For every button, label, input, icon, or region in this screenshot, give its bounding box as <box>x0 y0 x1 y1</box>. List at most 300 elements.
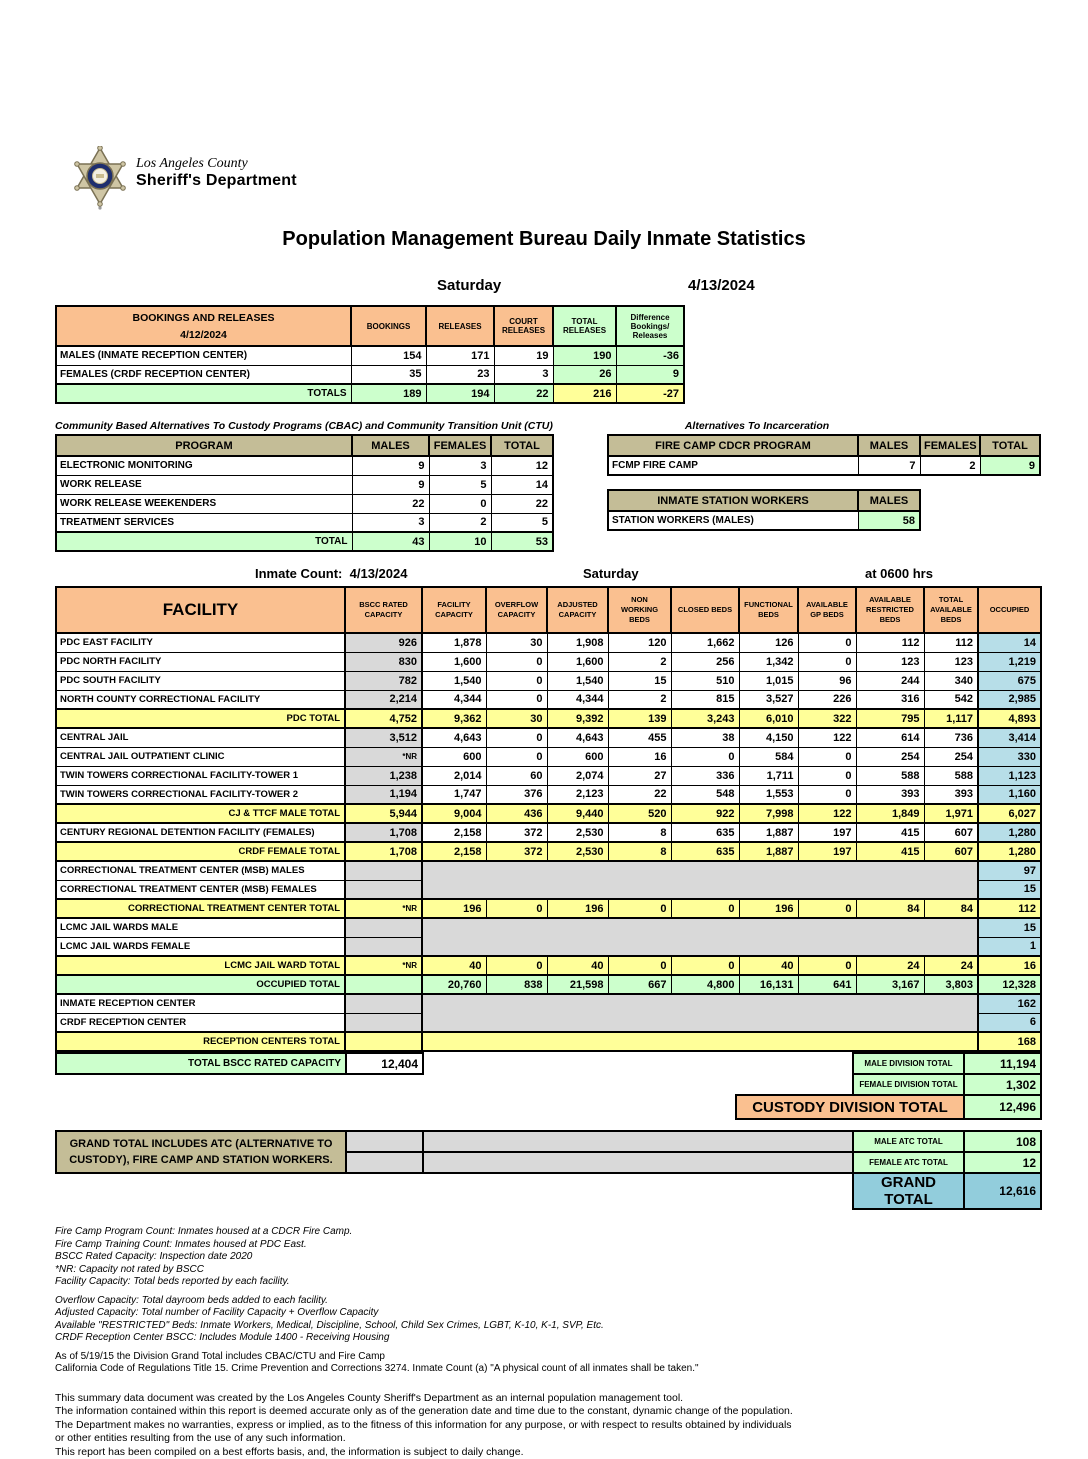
facility-label: CORRECTIONAL TREATMENT CENTER (MSB) FEMALES <box>56 880 345 899</box>
footnote-group <box>55 1351 1088 1376</box>
column-header: MALES <box>858 490 920 511</box>
text-line: This summary data document was created by the Los Angeles County Sheriff's Department as an internal population management tool. <box>55 1392 1088 1406</box>
column-header: CLOSED BEDS <box>671 587 739 633</box>
value-cell: 6,010 <box>739 709 798 728</box>
value-cell: 635 <box>671 823 739 842</box>
inmate-count-label: Inmate Count: 4/13/2024 <box>255 566 407 581</box>
column-header: AVAILABLE GP BEDS <box>798 587 856 633</box>
value-cell: 1,540 <box>422 671 486 690</box>
value-cell: 7,998 <box>739 804 798 823</box>
value-cell: 5 <box>491 513 553 532</box>
report-daydate <box>0 277 1088 299</box>
value-cell: 4,800 <box>671 975 739 994</box>
merged-empty-cell <box>422 937 978 956</box>
value-cell: 1,600 <box>422 652 486 671</box>
value-cell: 194 <box>426 384 494 403</box>
column-header: BOOKINGS <box>351 306 426 346</box>
value-cell: 189 <box>351 384 426 403</box>
table-header-row <box>56 435 553 456</box>
value-cell: 254 <box>856 747 924 766</box>
agency-logo-block <box>72 0 1088 212</box>
table-row <box>56 1032 1041 1051</box>
value-cell: 19 <box>494 346 553 365</box>
value-cell: 14 <box>978 633 1041 652</box>
value-cell: 197 <box>798 842 856 861</box>
table-row <box>56 384 684 403</box>
value-cell: 736 <box>924 728 978 747</box>
total-label: CORRECTIONAL TREATMENT CENTER TOTAL <box>56 899 345 918</box>
value-cell: 2,123 <box>547 785 608 804</box>
value-cell: 190 <box>553 346 616 365</box>
bookings-title-cell <box>56 306 351 346</box>
value-cell: 635 <box>671 842 739 861</box>
table-row <box>56 1074 1041 1095</box>
value-cell: 84 <box>924 899 978 918</box>
inmate-count-day: Saturday <box>583 566 639 581</box>
empty-cell <box>423 1152 853 1173</box>
sheriff-star-icon <box>72 146 128 212</box>
value-cell: 0 <box>671 899 739 918</box>
table-row <box>56 633 1041 652</box>
spacer <box>423 1173 853 1209</box>
column-header: FEMALES <box>429 435 491 456</box>
table-row <box>56 1013 1041 1032</box>
empty-cell <box>346 1152 423 1173</box>
value-cell: 614 <box>856 728 924 747</box>
value-cell: 16 <box>978 956 1041 975</box>
value-cell: 795 <box>856 709 924 728</box>
table-row <box>56 823 1041 842</box>
facility-label: CENTRAL JAIL OUTPATIENT CLINIC <box>56 747 345 766</box>
value-cell: 5 <box>429 475 491 494</box>
value-cell: 123 <box>924 652 978 671</box>
value-cell: 0 <box>798 899 856 918</box>
bookings-title: BOOKINGS AND RELEASES <box>60 312 347 324</box>
value-cell: 97 <box>978 861 1041 880</box>
value-cell: 216 <box>553 384 616 403</box>
page-title: Population Management Bureau Daily Inmate Statistics <box>0 228 1088 251</box>
merged-empty-cell <box>422 861 978 880</box>
value-cell: 1,908 <box>547 633 608 652</box>
value-cell: 9 <box>980 456 1040 475</box>
spacer <box>736 1053 853 1074</box>
value-cell: 3 <box>352 513 429 532</box>
column-header: TOTAL <box>491 435 553 456</box>
value-cell: 12 <box>964 1152 1041 1173</box>
row-label: ELECTRONIC MONITORING <box>56 456 352 475</box>
value-cell: 9,004 <box>422 804 486 823</box>
facility-label: PDC EAST FACILITY <box>56 633 345 652</box>
text-line: Facility Capacity: Total beds reported by each facility. <box>55 1276 1088 1289</box>
value-cell: 455 <box>608 728 671 747</box>
column-header: COURT RELEASES <box>494 306 553 346</box>
column-header: FIRE CAMP CDCR PROGRAM <box>608 435 858 456</box>
table-row <box>56 918 1041 937</box>
spacer <box>56 1074 346 1095</box>
footnote-group <box>55 1295 1088 1345</box>
table-row <box>608 511 920 530</box>
value-cell: 24 <box>924 956 978 975</box>
table-row <box>56 956 1041 975</box>
value-cell: 16 <box>608 747 671 766</box>
value-cell: 22 <box>352 494 429 513</box>
value-cell: 0 <box>486 690 547 709</box>
facility-label: TWIN TOWERS CORRECTIONAL FACILITY-TOWER 1 <box>56 766 345 785</box>
value-cell: 3,414 <box>978 728 1041 747</box>
table-row <box>56 1173 1041 1209</box>
value-cell: 2,014 <box>422 766 486 785</box>
value-cell: 108 <box>964 1131 1041 1152</box>
value-cell: -36 <box>616 346 684 365</box>
row-label: MALES (INMATE RECEPTION CENTER) <box>56 346 351 365</box>
value-cell: 244 <box>856 671 924 690</box>
cbac-section <box>55 420 554 552</box>
value-cell: 0 <box>486 671 547 690</box>
column-header: FUNCTIONAL BEDS <box>739 587 798 633</box>
value-cell: 0 <box>486 728 547 747</box>
value-cell: 139 <box>608 709 671 728</box>
total-label: TOTALS <box>56 384 351 403</box>
value-cell: 196 <box>422 899 486 918</box>
value-cell: 6,027 <box>978 804 1041 823</box>
text-line: BSCC Rated Capacity: Inspection date 2020 <box>55 1251 1088 1264</box>
table-row <box>56 365 684 384</box>
value-cell: 2,530 <box>547 823 608 842</box>
value-cell: 1,280 <box>978 823 1041 842</box>
value-cell: 171 <box>426 346 494 365</box>
value-cell: 2 <box>608 652 671 671</box>
text-line: Fire Camp Program Count: Inmates housed at a CDCR Fire Camp. <box>55 1226 1088 1239</box>
value-cell: 1,280 <box>978 842 1041 861</box>
value-cell: 40 <box>547 956 608 975</box>
empty-cell <box>345 918 422 937</box>
value-cell: 2,530 <box>547 842 608 861</box>
facility-label: CRDF RECEPTION CENTER <box>56 1013 345 1032</box>
disclaimer <box>55 1392 1088 1459</box>
column-header: MALES <box>858 435 920 456</box>
total-label: PDC TOTAL <box>56 709 345 728</box>
value-cell: 1,711 <box>739 766 798 785</box>
column-header: TOTAL <box>980 435 1040 456</box>
value-cell: 30 <box>486 709 547 728</box>
total-label: MALE DIVISION TOTAL <box>853 1053 964 1074</box>
value-cell: 1,887 <box>739 823 798 842</box>
cbac-body <box>56 456 553 551</box>
value-cell: 38 <box>671 728 739 747</box>
value-cell: 1,747 <box>422 785 486 804</box>
spacer <box>346 1173 423 1209</box>
value-cell: 122 <box>798 728 856 747</box>
value-cell: 12,328 <box>978 975 1041 994</box>
value-cell: 1,123 <box>978 766 1041 785</box>
value-cell: 0 <box>608 956 671 975</box>
value-cell: 0 <box>798 956 856 975</box>
alternatives-title: Alternatives To Incarceration <box>607 420 907 432</box>
value-cell: 2,985 <box>978 690 1041 709</box>
total-label: GRAND TOTAL <box>853 1173 964 1209</box>
value-cell: 372 <box>486 842 547 861</box>
value-cell: 376 <box>486 785 547 804</box>
column-header: TOTAL AVAILABLE BEDS <box>924 587 978 633</box>
column-header: AVAILABLE RESTRICTED BEDS <box>856 587 924 633</box>
table-row <box>56 1095 1041 1119</box>
total-label: RECEPTION CENTERS TOTAL <box>56 1032 345 1051</box>
table-row <box>56 785 1041 804</box>
facility-label: PDC NORTH FACILITY <box>56 652 345 671</box>
value-cell: 588 <box>856 766 924 785</box>
value-cell: 226 <box>798 690 856 709</box>
value-cell: 15 <box>978 918 1041 937</box>
value-cell: 510 <box>671 671 739 690</box>
value-cell: 27 <box>608 766 671 785</box>
spacer <box>423 1095 736 1119</box>
table-row <box>56 494 553 513</box>
value-cell: 1,342 <box>739 652 798 671</box>
value-cell: 24 <box>856 956 924 975</box>
value-cell: 0 <box>798 766 856 785</box>
empty-cell <box>345 1013 422 1032</box>
value-cell: *NR <box>345 956 422 975</box>
facility-label: TWIN TOWERS CORRECTIONAL FACILITY-TOWER 2 <box>56 785 345 804</box>
text-line: Overflow Capacity: Total dayroom beds added to each facility. <box>55 1295 1088 1308</box>
value-cell: 40 <box>422 956 486 975</box>
merged-empty-cell <box>422 994 978 1013</box>
value-cell: 4,893 <box>978 709 1041 728</box>
value-cell: 0 <box>486 956 547 975</box>
value-cell: 1,887 <box>739 842 798 861</box>
value-cell: 4,643 <box>422 728 486 747</box>
value-cell: 9 <box>352 475 429 494</box>
value-cell: 4,344 <box>422 690 486 709</box>
value-cell: 26 <box>553 365 616 384</box>
value-cell: 84 <box>856 899 924 918</box>
table-header-row <box>608 435 1040 456</box>
value-cell: 415 <box>856 823 924 842</box>
value-cell: 14 <box>491 475 553 494</box>
total-label: CJ & TTCF MALE TOTAL <box>56 804 345 823</box>
facility-body <box>56 633 1041 1051</box>
text-line: Adjusted Capacity: Total number of Facility Capacity + Overflow Capacity <box>55 1307 1088 1320</box>
facility-table <box>55 586 1042 1052</box>
value-cell: 96 <box>798 671 856 690</box>
row-label: WORK RELEASE <box>56 475 352 494</box>
value-cell: 1,553 <box>739 785 798 804</box>
value-cell: 1,219 <box>978 652 1041 671</box>
agency-name-line2: Sheriff's Department <box>136 172 297 190</box>
value-cell: 1,708 <box>345 823 422 842</box>
value-cell: 316 <box>856 690 924 709</box>
value-cell: 2 <box>608 690 671 709</box>
value-cell: 3,803 <box>924 975 978 994</box>
value-cell: 120 <box>608 633 671 652</box>
value-cell: 35 <box>351 365 426 384</box>
table-row <box>56 747 1041 766</box>
table-row <box>56 804 1041 823</box>
text-line: The information contained within this report is deemed accurate only as of the generation date and time due to the constant, dynamic change of the population. <box>55 1405 1088 1419</box>
value-cell: 588 <box>924 766 978 785</box>
facility-label: LCMC JAIL WARDS FEMALE <box>56 937 345 956</box>
value-cell: 4,344 <box>547 690 608 709</box>
value-cell: 9,362 <box>422 709 486 728</box>
value-cell: 4,752 <box>345 709 422 728</box>
table-header-row <box>56 306 684 346</box>
division-totals-strip <box>55 1052 1042 1120</box>
value-cell: 0 <box>429 494 491 513</box>
total-label: LCMC JAIL WARD TOTAL <box>56 956 345 975</box>
value-cell: 322 <box>798 709 856 728</box>
value-cell: 53 <box>491 532 553 551</box>
value-cell: 8 <box>608 823 671 842</box>
value-cell: 0 <box>798 652 856 671</box>
table-row <box>56 880 1041 899</box>
row-label: TREATMENT SERVICES <box>56 513 352 532</box>
total-label: TOTAL BSCC RATED CAPACITY <box>56 1053 346 1074</box>
empty-cell <box>345 861 422 880</box>
value-cell: 667 <box>608 975 671 994</box>
bookings-releases-table <box>55 305 685 404</box>
table-row <box>56 842 1041 861</box>
spacer <box>736 1074 853 1095</box>
text-line: or other entities resulting from the use of any such information. <box>55 1432 1088 1446</box>
table-row <box>56 728 1041 747</box>
value-cell: 23 <box>426 365 494 384</box>
value-cell: 1,194 <box>345 785 422 804</box>
column-header: RELEASES <box>426 306 494 346</box>
value-cell: 830 <box>345 652 422 671</box>
value-cell: 926 <box>345 633 422 652</box>
value-cell: 1,540 <box>547 671 608 690</box>
value-cell: 1,662 <box>671 633 739 652</box>
text-line: Available "RESTRICTED" Beds: Inmate Workers, Medical, Discipline, School, Child Sex Crimes, LGBT, K-10, K-1, SVP, Etc. <box>55 1320 1088 1333</box>
value-cell: 815 <box>671 690 739 709</box>
value-cell: 22 <box>491 494 553 513</box>
table-row <box>56 994 1041 1013</box>
value-cell: 0 <box>486 747 547 766</box>
value-cell: 372 <box>486 823 547 842</box>
bookings-body <box>56 346 684 403</box>
facility-label: CENTRAL JAIL <box>56 728 345 747</box>
value-cell: 1,117 <box>924 709 978 728</box>
value-cell: 1,878 <box>422 633 486 652</box>
value-cell: 1 <box>978 937 1041 956</box>
spacer <box>56 1173 346 1209</box>
merged-empty-cell <box>422 1032 978 1051</box>
value-cell: 1,238 <box>345 766 422 785</box>
value-cell: 122 <box>798 804 856 823</box>
report-date: 4/13/2024 <box>688 277 755 294</box>
total-label: OCCUPIED TOTAL <box>56 975 345 994</box>
value-cell: 15 <box>608 671 671 690</box>
value-cell: 10 <box>429 532 491 551</box>
table-row <box>56 690 1041 709</box>
value-cell: 415 <box>856 842 924 861</box>
column-header: FEMALES <box>920 435 980 456</box>
value-cell: 9 <box>616 365 684 384</box>
value-cell: 3,512 <box>345 728 422 747</box>
value-cell: 336 <box>671 766 739 785</box>
value-cell: 675 <box>978 671 1041 690</box>
empty-cell <box>345 994 422 1013</box>
value-cell: 154 <box>351 346 426 365</box>
value-cell: 15 <box>978 880 1041 899</box>
value-cell: 12,404 <box>346 1053 423 1074</box>
table-row <box>56 975 1041 994</box>
column-header: FACILITY <box>56 587 345 633</box>
value-cell: 922 <box>671 804 739 823</box>
spacer <box>423 1074 736 1095</box>
table-row <box>56 346 684 365</box>
grand-total-note: GRAND TOTAL INCLUDES ATC (ALTERNATIVE TO CUSTODY), FIRE CAMP AND STATION WORKERS. <box>56 1131 346 1173</box>
value-cell: 340 <box>924 671 978 690</box>
spacer <box>423 1053 736 1074</box>
value-cell: 1,849 <box>856 804 924 823</box>
value-cell: 6 <box>978 1013 1041 1032</box>
value-cell: 9,440 <box>547 804 608 823</box>
table-row <box>56 513 553 532</box>
table-row <box>56 861 1041 880</box>
row-label: FEMALES (CRDF RECEPTION CENTER) <box>56 365 351 384</box>
value-cell: 254 <box>924 747 978 766</box>
text-line: As of 5/19/15 the Division Grand Total includes CBAC/CTU and Fire Camp <box>55 1351 1088 1364</box>
report-day: Saturday <box>437 277 501 294</box>
table-row <box>608 456 1040 475</box>
facility-label: LCMC JAIL WARDS MALE <box>56 918 345 937</box>
value-cell: 8 <box>608 842 671 861</box>
value-cell: 162 <box>978 994 1041 1013</box>
total-label: CRDF FEMALE TOTAL <box>56 842 345 861</box>
inmate-count-time: at 0600 hrs <box>865 566 933 581</box>
value-cell: 600 <box>547 747 608 766</box>
footnote-group <box>55 1226 1088 1289</box>
column-header: TOTAL RELEASES <box>553 306 616 346</box>
column-header: PROGRAM <box>56 435 352 456</box>
value-cell: 22 <box>608 785 671 804</box>
value-cell: 9,392 <box>547 709 608 728</box>
value-cell: 641 <box>798 975 856 994</box>
row-label: STATION WORKERS (MALES) <box>608 511 858 530</box>
value-cell: 3 <box>494 365 553 384</box>
value-cell: 393 <box>856 785 924 804</box>
value-cell: 436 <box>486 804 547 823</box>
facility-label: CENTURY REGIONAL DETENTION FACILITY (FEMALES) <box>56 823 345 842</box>
merged-empty-cell <box>422 880 978 899</box>
value-cell: 4,643 <box>547 728 608 747</box>
value-cell: 2,074 <box>547 766 608 785</box>
value-cell: 9 <box>352 456 429 475</box>
value-cell: 393 <box>924 785 978 804</box>
value-cell: 21,598 <box>547 975 608 994</box>
value-cell: -27 <box>616 384 684 403</box>
column-header: Difference Bookings/ Releases <box>616 306 684 346</box>
value-cell: 1,160 <box>978 785 1041 804</box>
facility-label: PDC SOUTH FACILITY <box>56 671 345 690</box>
value-cell: 7 <box>858 456 920 475</box>
column-header: INMATE STATION WORKERS <box>608 490 858 511</box>
total-label: MALE ATC TOTAL <box>853 1131 964 1152</box>
value-cell: 1,971 <box>924 804 978 823</box>
value-cell: 0 <box>671 956 739 975</box>
value-cell: 0 <box>486 899 547 918</box>
value-cell: 0 <box>798 747 856 766</box>
value-cell: 520 <box>608 804 671 823</box>
facility-label: NORTH COUNTY CORRECTIONAL FACILITY <box>56 690 345 709</box>
value-cell <box>345 975 422 994</box>
spacer <box>56 1095 346 1119</box>
value-cell: 1,302 <box>964 1074 1041 1095</box>
value-cell: 126 <box>739 633 798 652</box>
empty-cell <box>345 880 422 899</box>
text-line: California Code of Regulations Title 15. Crime Prevention and Corrections 3274. Inmate Count (a) "A physical count of all inmates shall be taken." <box>55 1363 1088 1376</box>
